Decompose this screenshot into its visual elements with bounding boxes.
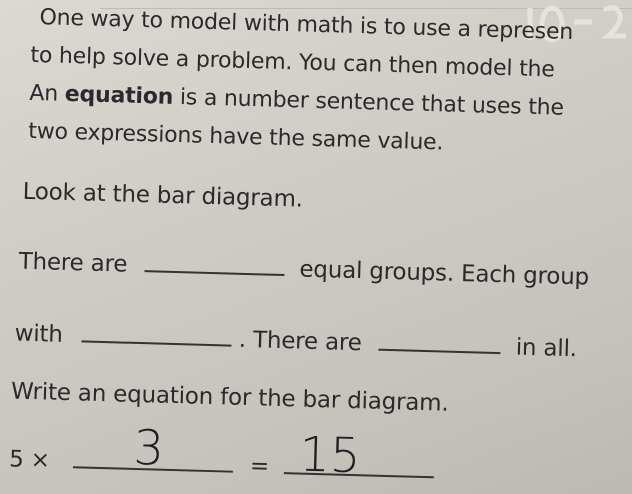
paragraph-line-1: One way to model with math is to use a represen — [39, 5, 574, 46]
equation-term: equation — [64, 81, 174, 110]
paragraph-line-3-prefix: An — [29, 80, 66, 107]
prompt-text: Write an equation for the bar diagram. — [10, 378, 449, 417]
equation-lhs: 5 × — [8, 446, 51, 474]
sentence-part-5: in all. — [515, 334, 578, 363]
blank-total[interactable] — [379, 349, 501, 354]
instruction-text: Look at the bar diagram. — [22, 178, 304, 213]
handwritten-answer-1: 3 — [132, 419, 165, 477]
sentence-part-4: . There are — [238, 326, 362, 357]
blank-per-group[interactable] — [82, 340, 232, 346]
sentence-part-3: with — [14, 320, 64, 348]
paragraph-line-3 — [29, 81, 564, 121]
sentence-part-2: equal groups. Each group — [299, 256, 590, 291]
paragraph-line-4: two expressions have the same value. — [27, 118, 444, 156]
handwritten-answer-2: 15 — [298, 426, 362, 485]
paragraph-line-3-suffix: is a number sentence that uses the — [172, 84, 565, 121]
equation-line — [9, 446, 435, 484]
equals-sign: = — [249, 453, 270, 480]
paragraph-line-2: to help solve a problem. You can then model the — [30, 42, 555, 83]
sentence-part-1: There are — [18, 248, 128, 278]
sentence-line-1 — [18, 249, 589, 291]
sentence-line-2 — [14, 321, 577, 363]
blank-groups[interactable] — [144, 270, 284, 276]
